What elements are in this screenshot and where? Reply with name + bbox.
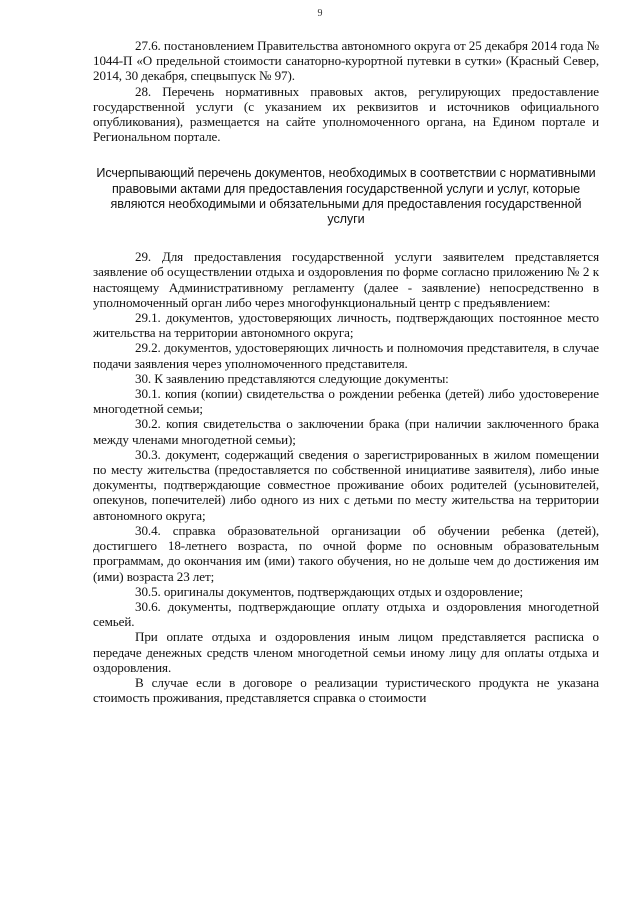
paragraph-30-1: 30.1. копия (копии) свидетельства о рождении ребенка (детей) либо удостоверение многодетной семьи; xyxy=(93,386,599,417)
paragraph-30-4: 30.4. справка образовательной организации об обучении ребенка (детей), достигшего 18-летнего возраста, по очной форме по основным образовательным программам, до окончания им (ими) такого обучения, но не дольше чем до достижения им (ими) возраста 23 лет; xyxy=(93,522,599,584)
document-body xyxy=(93,38,599,705)
paragraph-29-1: 29.1. документов, удостоверяющих личность, подтверждающих постоянное место жительства на территории автономного округа; xyxy=(93,310,599,341)
paragraph-29-2: 29.2. документов, удостоверяющих личность и полномочия представителя, в случае подачи заявления через уполномоченного представителя. xyxy=(93,340,599,371)
section-heading: Исчерпывающий перечень документов, необходимых в соответствии с нормативными правовыми актами для предоставления государственной услуги и услуг, которые являются необходимыми и обязательными для предоставления государственной услуги xyxy=(96,166,596,227)
paragraph-28: 28. Перечень нормативных правовых актов, регулирующих предоставление государственной услуги (с указанием их реквизитов и источников официального опубликования), размещается на сайте уполномоченного органа, на Едином портале и Региональном портале. xyxy=(93,83,599,145)
paragraph-receipt: При оплате отдыха и оздоровления иным лицом представляется расписка о передаче денежных средств членом многодетной семьи иному лицу для оплаты отдыха и оздоровления. xyxy=(93,629,599,675)
paragraph-30-5: 30.5. оригиналы документов, подтверждающих отдых и оздоровление; xyxy=(135,583,524,599)
paragraph-27-6: 27.6. постановлением Правительства автономного округа от 25 декабря 2014 года № 1044-П «О предельной стоимости санаторно-курортной путевки в сутки» (Красный Север, 2014, 30 декабря, спецвыпуск № 97). xyxy=(93,38,599,84)
page-number: 9 xyxy=(317,8,323,19)
paragraph-30-2: 30.2. копия свидетельства о заключении брака (при наличии заключенного брака между членами многодетной семьи); xyxy=(93,416,599,447)
paragraph-30-3: 30.3. документ, содержащий сведения о зарегистрированных в жилом помещении по месту жительства (предоставляется по собственной инициативе заявителя), либо иные документы, подтверждающие совместное проживание обоих родителей (усыновителей, опекунов, попечителей) либо одного из них с детьми по месту жительства на территории автономного округа; xyxy=(93,446,599,523)
paragraph-29: 29. Для предоставления государственной услуги заявителем представляется заявление об осуществлении отдыха и оздоровления по форме согласно приложению № 2 к настоящему Административному регламенту (далее - заявление) непосредственно в уполномоченный орган либо через многофункциональный центр с предъявлением: xyxy=(93,249,599,310)
paragraph-30: 30. К заявлению представляются следующие документы: xyxy=(135,370,449,386)
paragraph-30-6: 30.6. документы, подтверждающие оплату отдыха и оздоровления многодетной семьей. xyxy=(93,598,599,630)
paragraph-accommodation: В случае если в договоре о реализации туристического продукта не указана стоимость проживания, представляется справка о стоимости xyxy=(93,674,599,706)
